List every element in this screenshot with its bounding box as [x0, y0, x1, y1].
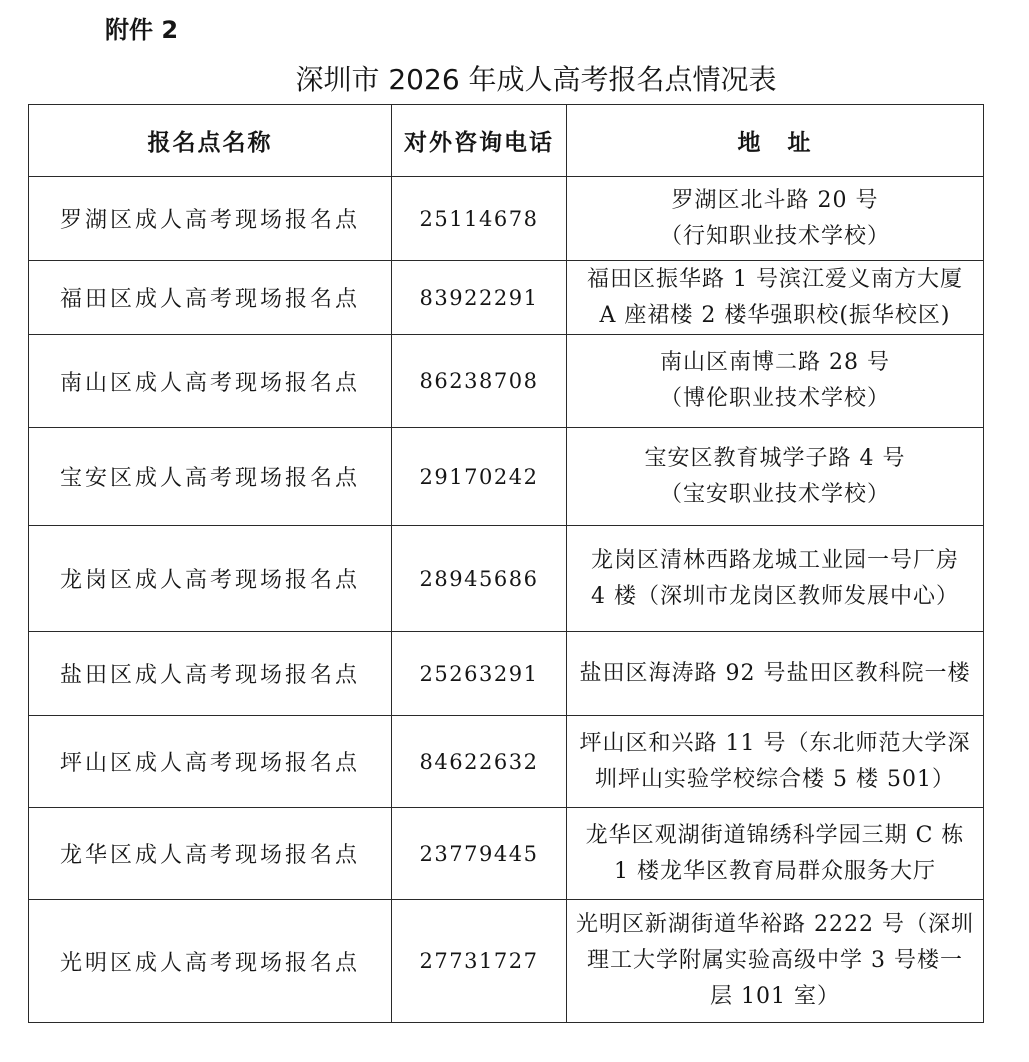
- page-title: 深圳市 2026 年成人高考报名点情况表: [295, 63, 777, 96]
- site-name-cell: 南山区成人高考现场报名点: [29, 335, 392, 428]
- address-line: 福田区振华路 1 号滨江爱义南方大厦: [587, 266, 963, 292]
- address-line: 理工大学附属实验高级中学 3 号楼一: [587, 948, 963, 973]
- site-name-cell: 罗湖区成人高考现场报名点: [29, 177, 392, 261]
- address-cell: [567, 632, 984, 716]
- address-line: （博伦职业技术学校）: [659, 386, 890, 411]
- registration-sites-table: [28, 104, 984, 1023]
- phone-cell: 86238708: [392, 335, 567, 428]
- phone-cell: 84622632: [392, 716, 567, 808]
- table-row: [29, 335, 984, 428]
- address-line: 龙华区观湖街道锦绣科学园三期 C 栋: [585, 822, 965, 848]
- address-cell: [567, 177, 984, 261]
- address-cell: [567, 428, 984, 526]
- attachment-label: 附件 2: [105, 16, 179, 44]
- address-line: 1 楼龙华区教育局群众服务大厅: [614, 858, 936, 884]
- phone-cell: 23779445: [392, 808, 567, 900]
- address-line: （宝安职业技术学校）: [659, 481, 890, 507]
- address-cell: [567, 335, 984, 428]
- phone-cell: 25263291: [392, 632, 567, 716]
- site-name-cell: 龙岗区成人高考现场报名点: [29, 526, 392, 632]
- address-cell: [567, 808, 984, 900]
- table-row: [29, 261, 984, 335]
- address-line: 光明区新湖街道华裕路 2222 号（深圳: [576, 912, 974, 937]
- address-line: 坪山区和兴路 11 号（东北师范大学深: [579, 730, 971, 756]
- table-row: [29, 177, 984, 261]
- site-name-cell: 光明区成人高考现场报名点: [29, 900, 392, 1023]
- address-line: 层 101 室）: [710, 984, 840, 1009]
- address-line: A 座裙楼 2 楼华强职校(振华校区): [599, 302, 951, 328]
- site-name-cell: 盐田区成人高考现场报名点: [29, 632, 392, 716]
- site-name-cell: 宝安区成人高考现场报名点: [29, 428, 392, 526]
- phone-cell: 28945686: [392, 526, 567, 632]
- address-line: 4 楼（深圳市龙岗区教师发展中心）: [591, 583, 959, 609]
- site-name-cell: 坪山区成人高考现场报名点: [29, 716, 392, 808]
- address-cell: [567, 716, 984, 808]
- header-address: 地 址: [567, 105, 984, 177]
- site-name-cell: 福田区成人高考现场报名点: [29, 261, 392, 335]
- address-line: 圳坪山实验学校综合楼 5 楼 501）: [595, 766, 955, 792]
- phone-cell: 83922291: [392, 261, 567, 335]
- header-phone: 对外咨询电话: [392, 105, 567, 177]
- table-row: [29, 808, 984, 900]
- site-name-cell: 龙华区成人高考现场报名点: [29, 808, 392, 900]
- address-cell: [567, 261, 984, 335]
- address-line: 龙岗区清林西路龙城工业园一号厂房: [590, 547, 959, 573]
- table-row: [29, 900, 984, 1023]
- table-row: [29, 428, 984, 526]
- address-line: 宝安区教育城学子路 4 号: [644, 445, 906, 471]
- address-cell: [567, 900, 984, 1023]
- phone-cell: 29170242: [392, 428, 567, 526]
- phone-cell: 27731727: [392, 900, 567, 1023]
- address-cell: [567, 526, 984, 632]
- header-site-name: 报名点名称: [29, 105, 392, 177]
- address-line: 罗湖区北斗路 20 号: [671, 187, 879, 213]
- table-header-row: [29, 105, 984, 177]
- address-line: （行知职业技术学校）: [659, 223, 890, 249]
- address-line: 南山区南博二路 28 号: [660, 350, 890, 375]
- table-row: [29, 526, 984, 632]
- address-line: 盐田区海涛路 92 号盐田区教科院一楼: [579, 660, 971, 686]
- phone-cell: 25114678: [392, 177, 567, 261]
- table-row: [29, 632, 984, 716]
- table-row: [29, 716, 984, 808]
